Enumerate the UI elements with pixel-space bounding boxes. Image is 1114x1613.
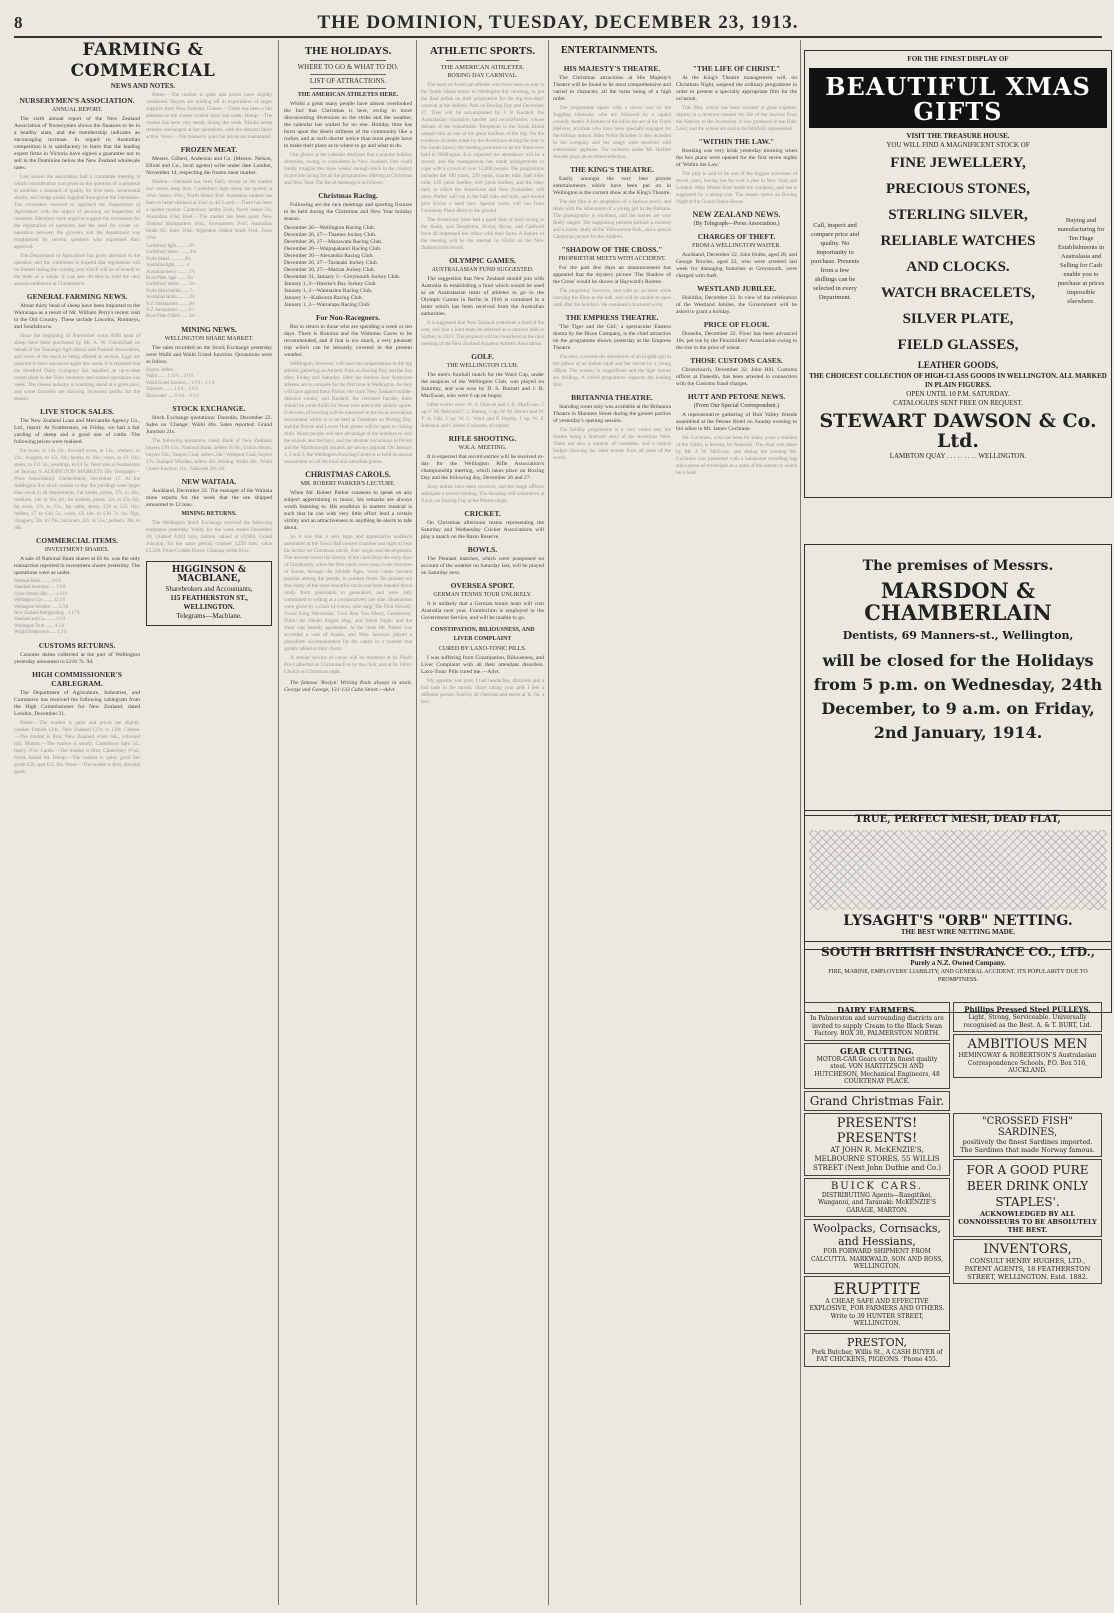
pulleys-advert: Phillips Pressed Steel PULLEYS. Light, Strong, Serviceable. Universally recognised as the Best. A. & T. BURT, Ltd. — [953, 1002, 1102, 1032]
staples-beer-advert: FOR A GOOD PURE BEER DRINK ONLY STAPLES'. ACKNOWLEDGED BY ALL CONNOISSEURS TO BE ABSOLUTELY THE BEST. — [953, 1159, 1102, 1237]
farming-news-text: About thirty head of sheep have been imported to the Wairarapa as a result of Mr. William Perry's recent visit to the Old Country. These include Lincolns, Romneys, and Southdowns. — [14, 303, 140, 330]
carols-text: When Mr. Robert Parker consents to speak on any subject appertaining to music, his remarks are always worth listening to. His erudition in matters musical is such that he can with very little effort lend a certain virility and an attractiveness to anything he elects to talk about. — [284, 490, 412, 531]
waitaia-text: Auckland, December 22. The manager of the Waitaia mine reports for the week that the ore shipped amounted to 12 tons. — [146, 487, 272, 508]
gift-items-list: FINE JEWELLERY, PRECIOUS STONES, STERLING SILVER, RELIABLE WATCHES AND CLOCKS. WATCH BRACELETS, SILVER PLATE, FIELD GLASSES, LEATHER GOODS, — [880, 155, 1036, 371]
farming-headline: FARMING & COMMERCIAL — [70, 40, 216, 81]
frozen-meat-heading: FROZEN MEAT. — [180, 145, 238, 154]
athletic-headline: ATHLETIC SPORTS. — [429, 45, 536, 57]
laxo-heading: CONSTIPATION, BILIOUSNESS, AND LIVER COMPLAINT — [430, 627, 535, 642]
farming-subcolumn-a: NURSERYMEN'S ASSOCIATION. ANNUAL REPORT. The sixth annual report of the New Zealand Association of Nurserymen shows the finances to be in a healthy state, and the membership indicates an encouraging increase. In regard to Australian competition it is satisfactory to learn that the leading expert firms in Victoria have signed a guarantee not to sell in the Dominion below the New Zealand wholesale rates. Last season the association had a committee meeting at which consideration was given to the question of a proposal to establish a standard of quality for fruit trees, ornamental shrubs, and hedge plants supplied throughout the Dominion. The committee resolved to approach the Department of Agriculture with the object of securing an inspection of nurseries. Members were urged to support the movement for the registration of nurseries, and the need for closer co-operation between the growers and the department was emphasised by several speakers who expressed their approval. The Department of Agriculture has given attention to the question, and the committee is hopeful that regulations will be framed during the coming year which will be of benefit to the trade as a whole. It was also decided to hold the next annual conference at Christchurch. GENERAL FARMING NEWS. About thirty head of sheep have been imported to the Wairarapa as a result of Mr. William Perry's recent visit to the Old Country. These include Lincolns, Romneys, and Southdowns. Since the beginning of September some 6000 head of sheep have been purchased by Mr. A. W. Carmichael on behalf of the Tauranga Agricultural and Pastoral Association, and some of the stock is being offered at auction. Eggs are reported to have advanced again this week. It is reported that the Stratford Dairy Company has installed an up-to-date cream plant in the Toko creamery and started operations last week. The cheese industry is booming ahead at a great pace, and some factories are showing increased profits for the season. LIVE STOCK SALES. The New Zealand Loan and Mercantile Agency Co., Ltd., report: At Featherston, on Friday, we had a fair yarding of sheep and a good one of cattle. The following prices were realised. Fat ewes, to 14s. 6d.; forward ewes, to 12s.; wethers, to 21s.; hoggets, to 15s. 6d.; lambs, to 16s.; cows, to £9 10s.; steers, to £11 5s.; yearlings, to £4 5s. Next sale at Featherston on January 9. ADDINGTON MARKETS (By Telegraph—Press Association). Christchurch, December 17. At the Addington live stock market to-day the yardings were larger than usual in all departments. Fat lambs, prime, 17s. to 20s.; medium, 14s. to 16s. 6d.; fat wethers, prime, 22s. to 25s. 6d.; fat ewes, 17s. to 23s.; fat cattle, steers, £10 to £15 10s.; heifers, £7 to £10 5s.; cows, £6 10s. to £10 7s. 6d. Pigs, choppers, 50s. to 70s.; baconers, 42s. to 55s.; porkers, 30s. to 38s. COMMERCIAL ITEMS. INVESTMENT SHARES. A sale of National Bank shares at £6 6s. was the only transaction reported in investment shares yesterday. The quotations were as under. National Bank ......... 6 6 0 Standard Insurance ..... 2 0 0 Union Steam Ship ...... 1 13 6 Wellington Gas ......... 12 2 0 Wellington Woollen ...... 5 0 0 New Zealand Refrigerating .. 1 17 0 Sharland and Co. ........ 1 0 0 Wellington Trust ........ 4 5 0 Wright Stephenson ...... 1 2 0 CUSTOMS RETURNS. Customs duties collected at the port of Wellington yesterday amounted to £210 7s. 9d. HIGH COMMISSIONER'S CABLEGRAM. The Department of Agriculture, Industries, and Commerce has received the following cablegram from the High Commissioner for New Zealand, dated London, December 21. Butter.—The market is quiet and prices are slightly weaker. Danish 134s., New Zealand 127s. to 128s. Cheese.—The market is firm; New Zealand white 64s., coloured 63s. Mutton.—The market is steady; Canterbury light 5d., heavy 4½d. Lamb.—The market is firm; Canterbury 6½d.; North Island 6d. Hemp.—The market is quiet; good fair grade £26, spot £25 10s. Wool.—The market is firm, demand good. — [14, 96, 140, 775]
stock-exchange-text: Stock Exchange quotations: Dunedin, December 22. Sales on 'Change: Waihi 40s. Sales reported: Grand Junction 21s. — [146, 414, 272, 435]
farming-subcolumn-b: Butter.—The market is quiet and prices have slightly weakened. Buyers are holding off in expectation of larger supplies from New Zealand. Cheese.—There has been a fair attention to the cheese market since last week. Hemp.—The market has been very steady during the week. Manila hemp remains unchanged at last quotations, with the demand fairly active. Wool.—The market is quiet but prices are maintained. FROZEN MEAT. Messrs. Gilbert, Anderson and Co. (Messrs. Nelson, Elliott and Co., local agents) write under date London, November 14, respecting the frozen meat market. Mutton.—Demand has been fairly steady in the market and values keep firm. Canterbury light sheep are quoted at 4⅝d.; heavy 4⅜d.; North Island 4⅛d. Australian mutton has been in better demand at 3¾d. to 4d. Lamb.—There has been a quieter market. Canterbury lambs 5¼d.; North Island 5d.; Australian 4⅞d. Beef.—The market has been quiet; New Zealand hindquarters 4⅛d., forequarters 3½d.; Australian hinds 4d., fores 3⅜d.; Argentine chilled hinds 4¾d., fores 3⅝d. Canterbury light .......... 4⅝ Canterbury heavy ......... 4⅜ North Island ............. 4⅛ Australian light .......... 4 Australian heavy ......... 3⅞ River Plate, light ........ 3¾ Canterbury lambs ........ 5¼ North Island lambs ....... 5 Australian lambs ......... 4⅞ N.Z. hindquarters ........ 4⅛ N.Z. forequarters ........ 3½ River Plate chilled ....... 4¾ MINING NEWS. WELLINGTON SHARE MARKET. The sales recorded on the Stock Exchange yesterday were Waihi and Waihi Grand Junction. Quotations were as follow. Buyers. Sellers. Waihi ........ 1 19 0 ... 2 0 6 Waihi Grand Junction ... 1 0 9 ... 1 1 6 Talisman ......... 1 8 0 ... 1 9 0 Blackwater ...... 0 4 0 ... 0 5 0 STOCK EXCHANGE. Stock Exchange quotations: Dunedin, December 22. Sales on 'Change: Waihi 40s. Sales reported: Grand Junction 21s. The following quotations ruled: Bank of New Zealand, buyers £10 15s.; National Bank, sellers £6 8s.; Union Steam, buyers 33s.; Taupiri Coal, sellers 24s.; Westport Coal, buyers 17s.; Kaiapoi Woollen, sellers 40s. Mining: Waihi 40s., Waihi Grand Junction 21s., Talisman 28s. 6d. NEW WAITAIA. Auckland, December 22. The manager of the Waitaia mine reports for the week that the ore shipped amounted to 12 tons. MINING RETURNS. The Wellington Stock Exchange received the following telegrams yesterday: Waihi, for the week ended December 20, crushed 4,041 tons, bullion valued at £9,960. Grand Junction, for the same period, crushed 3,220 tons, value £5,200. From Golden Dawn: Cleanup yields 81oz. HIGGINSON & MACBLANE, Sharebrokers and Accountants, 115 FEATHERSTON ST., WELLINGTON. Telegrams—Macblane. — [146, 92, 272, 778]
farming-news-heading: GENERAL FARMING NEWS. — [26, 292, 128, 301]
commercial-text: A sale of National Bank shares at £6 6s. was the only transaction reported in investment shares yesterday. The quotations were as under. — [14, 556, 140, 576]
frozen-meat-text: Messrs. Gilbert, Anderson and Co. (Messrs. Nelson, Elliott and Co., local agents) write under date London, November 14, respecting the frozen meat market. — [146, 156, 272, 176]
entertainments-column: ENTERTAINMENTS. HIS MAJESTY'S THEATRE. The Christmas attractions at His Majesty's Theatre will be found to be most comprehensive and varied in character, all the turns being of a high order. The programme opens with a clever turn by the Juggling Johnsons, who are followed by a capital comedy sketch. A feature of the bill is the act of the Three Melvins, acrobats who have been specially engaged for the holiday season. Miss Nellie Bramley is also included in the company and her songs were received with enthusiastic applause. The orchestra under Mr. Herbert Bourke plays an excellent selection. THE KING'S THEATRE. Easily amongst the very best picture entertainments which have been put on in Wellington is the current show at the King's Theatre. The star film is an adaptation of a famous novel, and deals with the adventures of a young girl in the Balkans. The photography is excellent, and the scenes are very finely staged. The supporting pictures include a comedy and a scenic study of the Yellowstone Park, and a special Christmas picture for the children. "SHADOW OF THE CROSS." PROPRIETOR MEETS WITH ACCIDENT. For the past few days an announcement has appeared that the mystery picture 'The Shadow of the Cross' would be shown at Hayward's Rooms. The proprietor, however, met with an accident while carrying the films to the hall, and will be unable to open until after the holidays. He sustained a fractured wrist. THE EMPRESS THEATRE. 'The Tiger and the Girl,' a spectacular Eastern drama by the Bison Company, is the chief attraction on the programme shown yesterday at the Empress Theatre. The story concerns the adventures of an English girl in the palace of an Indian rajah and her rescue by a young officer. The scenery is magnificent and the tiger scenes are thrilling. A varied programme supports the leading film. BRITANNIA THEATRE. Standing room only was available at the Britannia Theatre in Manners Street during the greater portion of yesterday's opening session. The holiday programme is a very varied one, the feature being a dramatic story of the American West. There are also a number of comedies, and a topical budget showing the latest events from all parts of the world. "THE LIFE OF CHRIST." At the King's Theatre management will, on Christmas Night, suspend the ordinary programme in order to present a specially appropriate film for the occasion. This film, which has been secured at great expense, depicts in a reverent manner the life of the Saviour from the Nativity to the Ascension. It was produced in the Holy Land, and the scenes are said to be faithfully represented. "WITHIN THE LAW." Booking was very brisk yesterday morning when the box plans were opened for the first seven nights of 'Within the Law.' The play is said to be one of the biggest successes of recent years, having run for over a year in New York and London. Miss Muriel Starr heads the company, and she is supported by a strong cast. The season opens on Boxing Night at the Grand Opera House. NEW ZEALAND NEWS. (By Telegraph—Press Association.) CHARGES OF THEFT. FROM A WELLINGTON WAITER. Auckland, December 22. John Hulbs, aged 28, and George Bowles, aged 22, who were arrested last week for damaging branches at Greymouth, were charged with theft. WESTLAND JUBILEE. Hokitika, December 22. In view of the celebration of the Westland Jubilee, the Government will be asked to grant a holiday. PRICE OF FLOUR. Dunedin, December 22. Flour has been advanced 10s. per ton by the Flourmillers' Association owing to the rise in the price of wheat. THOSE CUSTOMS CASES. Christchurch, December 22. John Hill, Customs officer at Dunedin, has been arrested in connection with the Customs fraud charges. HUTT AND PETONE NEWS. (From Our Special Correspondent.) A representative gathering of Hutt Valley friends assembled at the Petone Hotel on Sunday evening to bid adieu to Mr. James Cochrane. Mr. Cochrane, who has been for many years a resident of the Valley, is leaving for Australia. The chair was taken by Mr. J. W. McEwan, and during the evening Mr. Cochrane was presented with a handsome travelling bag and a purse of sovereigns as a mark of the esteem in which he is held. — [553, 45, 797, 476]
buick-advert: BUICK CARS. DISTRIBUTING Agents—Rangitikei, Wanganui, and Taranaki: McKENZIE'S GARAGE, MARTON. — [804, 1178, 950, 1218]
athletic-sports-column: ATHLETIC SPORTS. THE AMERICAN ATHLETES. BOXING DAY CARNIVAL. The team of American athletes who have been on tour in the South Island return to Wellington this morning, to put the final polish on their preparation for the big two-days' carnival at the Athletic Park on Boxing Day and December 27. They will be accompanied by J. P. Keddell, the Australasian champion hurdler and record-holder, whose defeats of the redoubtable Templeton in the South Island sample him as one of the great hurdlers of the day. On the evidence of times made by the Americans during the tour in the South Island, the meeting promises to be the finest ever held in Wellington. It is expected the attendance will be a record, and the management has made arrangements to cope with a crowd of over 12,000 people. The programme includes the 100 yards, 220 yards, quarter mile, half mile, mile, 120 yards hurdles, 440 yards hurdles, and the relay race, in which the Americans and New Zealanders will meet. Parker will run in the half mile and mile, and should give Kiviat a hard race. Special trams will run from Courtenay Place direct to the ground. The Americans have had a good deal of hard racing in the South, and Templeton, Kiviat, Berna, and Caldwell have all impressed the critics with their form. A feature of the meeting will be the attempt by Kiviat on the New Zealand mile record. OLYMPIC GAMES. AUSTRALASIAN FUND SUGGESTED. The suggestion that New Zealand should join with Australia in establishing a fund which would be used as an Australasian team of athletes to go to the Olympic Games in Berlin in 1916 is contained in a letter which has been received from the Australian authorities. It is suggested that New Zealand contribute a third of the cost, and that a joint team be selected at a carnival held in Sydney in 1915. The proposal will be considered at the next meeting of the New Zealand Amateur Athletic Association. GOLF. THE WELLINGTON CLUB. The men's fourball match for the Ward Cup, under the auspices of the Wellington Club, was played on Saturday, and was won by D. S. Burnett and J. B. MacEwan, who were 6 up on bogey. Other scores were: W. S. Duncan and J. B. MacEwan, 5 up; F. M. Reid and C. J. Rattray, 3 up; W. M. Hector and W. T. A. Gill, 2 up; W. C. Ward and P. Bayley, 1 up; W. F. Johnston and Colonel Cochrane, all square. RIFLE SHOOTING. W.R.A. MEETING. It is expected that record entries will be received to-day for the Wellington Rifle Association's championship meeting, which takes place on Boxing Day and the following day, December 26 and 27. Sixty entries have been received, and the range officers anticipate a record meeting. The shooting will commence at 9 a.m. on Boxing Day at the Petone range. CRICKET. On Christmas afternoon teams representing the Saturday and Wednesday Cricket Associations will play a match on the Basin Reserve. BOWLS. The Pennant matches, which were postponed on account of the weather on Saturday last, will be played on Saturday next. OVERSEA SPORT. GERMAN TENNIS TOUR UNLIKELY. It is unlikely that a German tennis team will visit Australia next year. Frontiechim is employed in the Government Service, and will be unable to go. CONSTIPATION, BILIOUSNESS, AND LIVER COMPLAINT CURED BY LAXO-TONIC PILLS. I was suffering from Constipation, Biliousness, and Liver Complaint with all their attendant disorders. Laxo-Tonic Pills cured me.—Advt. My appetite was poor, I had headaches, dizziness and a bad taste in the mouth. Since taking your pills I feel a different person. Sold by all chemists and stores at 1s. 6d. a box. — [421, 45, 544, 705]
cricket-text: On Christmas afternoon teams representing the Saturday and Wednesday Cricket Associations will play a match on the Basin Reserve. — [421, 520, 544, 540]
ambitious-men-advert: AMBITIOUS MEN HEMINGWAY & ROBERTSON'S Australasian Correspondence Schools, P.O. Box 516, AUCKLAND. — [953, 1034, 1102, 1078]
page-number: 8 — [14, 13, 23, 32]
oversea-heading: OVERSEA SPORT. — [450, 581, 515, 590]
olympic-text: The suggestion that New Zealand should join with Australia in establishing a fund which would be used as an Australasian team of athletes to go to the Olympic Games in Berlin in 1916 is contained in a letter which has been received from the Australian authorities. — [421, 276, 544, 317]
race-fixtures-list: December 26—Wellington Racing Club. December 26, 27—Thames Jockey Club. December 26, 27—Manawatu Racing Club. December 26—Waipapakauri Racing Club. December 26—Alexandra Racing Club. December 26, 27—Taranaki Jockey Club. December 26, 27—Marton Jockey Club. December 31, January 1—Greymouth Jockey Club. January 1, 2—Hawke's Bay Jockey Club. January 1, 2—Waimarino Racing Club. January 1—Kaikoura Racing Club. January 1, 2—Wairarapa Racing Club. — [284, 225, 401, 308]
customs-text: Customs duties collected at the port of Wellington yesterday amounted to £210 7s. 9d. — [14, 651, 140, 665]
dairy-advert: DAIRY FARMERS. In Palmerston and surrounding districts are invited to supply Cream to the Black Swan Factory. BOX 30, PALMERSTON NORTH. — [804, 1002, 950, 1041]
xmas-gifts-advert: FOR THE FINEST DISPLAY OF BEAUTIFUL XMAS GIFTS VISIT THE TREASURE HOUSE. YOU WILL FIND A MAGNIFICENT STOCK OF Call, inspect and compare price and quality. No importunity to purchase. Presents from a few shillings can be selected in every Department. FINE JEWELLERY, PRECIOUS STONES, STERLING SILVER, RELIABLE WATCHES AND CLOCKS. WATCH BRACELETS, SILVER PLATE, FIELD GLASSES, LEATHER GOODS, Buying and manufacturing for Ten Huge Establishments in Australasia and Selling for Cash enable you to purchase at prices impossible elsewhere. THE CHOICEST COLLECTION OF HIGH-CLASS GOODS IN WELLINGTON. ALL MARKED IN PLAIN FIGURES. OPEN UNTIL 10 P.M. SATURDAY. CATALOGUES SENT FREE ON REQUEST. STEWART DAWSON & Co. Ltd. LAMBTON QUAY . . . . . . . . . WELLINGTON. — [804, 50, 1112, 498]
customs-heading: CUSTOMS RETURNS. — [38, 640, 116, 650]
gear-advert: GEAR CUTTING. MOTOR-CAR Gears cut in finest quality steel. VON HARTITZSCH AND HUTCHESON, Mechanical Engineers, 48 COURTENAY PLACE. — [804, 1043, 950, 1089]
waitaia-heading: NEW WAITAIA. — [181, 476, 237, 486]
livestock-text: The New Zealand Loan and Mercantile Agency Co., Ltd., report: At Featherston, on Friday, we had a fair yarding of sheep and a good one of cattle. The following prices were realised. — [14, 418, 140, 445]
netting-advert: TRUE, PERFECT MESH, DEAD FLAT, LYSAGHT'S "ORB" NETTING. THE BEST WIRE NETTING MADE. — [804, 810, 1112, 950]
masthead-title: THE DOMINION, TUESDAY, DECEMBER 23, 1913. — [317, 12, 799, 33]
rifle-heading: RIFLE SHOOTING. — [448, 434, 517, 443]
nurserymen-heading: NURSERYMEN'S ASSOCIATION. — [19, 96, 135, 105]
xmas-gifts-banner: BEAUTIFUL XMAS GIFTS — [809, 68, 1107, 128]
holidays-column: THE HOLIDAYS. WHERE TO GO & WHAT TO DO. LIST OF ATTRACTIONS. THE AMERICAN ATHLETES HERE. Whilst a great many people have almost overlooked the fact that Christmas is here, owing to more disconcerting diversions as the strike and the weather, the calendar has waited for no one. Holiday time has burst upon the desert stillness of the community like a rocket, and at such shorter notice than most people have to make their plans as to where to go and what to do. One glance at the calendar discloses that a popular holiday diversion, racing, is considered in New Zealand. One could hardly imagine this three weeks' enough stock in the country to provide racing for all the programmes offering at Christmas and New Year. The list of meetings is as follows: Christmas Racing. Following are the race meetings and sporting fixtures to be held during the Christmas and New Year holiday season. December 26—Wellington Racing Club. December 26, 27—Thames Jockey Club. December 26, 27—Manawatu Racing Club. December 26—Waipapakauri Racing Club. December 26—Alexandra Racing Club. December 26, 27—Taranaki Jockey Club. December 26, 27—Marton Jockey Club. December 31, January 1—Greymouth Jockey Club. January 1, 2—Hawke's Bay Jockey Club. January 1, 2—Waimarino Racing Club. January 1—Kaikoura Racing Club. January 1, 2—Wairarapa Racing Club. For Non-Racegoers. But to return to those who are spending a week or ten days. There is Rotorua and the Waitomo Caves to be recommended, and if that is too much, a very pleasant trip which can be leisurely covered in the present weather. Wellington, however, will have its compensation in the big athletic gathering on Athletic Park on Boxing Day and the day after, Friday and Saturday. Here the famous four American athletes are to compete for the first time in Wellington. As they will have against them Parker, the crack New Zealand middle-distance runner, and Keddell, the cleverest hurdler, there should be some thrills for those who attend the athletic sports. Followers of bowling will be interested in the local association tournament which is to be held at Trentham on Boxing Day, and the Petone and Lower Hutt greens will be open to visiting rinks. Many people will take advantage of the holidays to visit the sounds and the bays, and the steamer excursions to Picton and the Marlborough Sounds are always popular. On January 1, 2 and 3, the Wellington Bowling Centre is to hold its annual tournament on all the local and suburban greens. CHRISTMAS CAROLS. MR. ROBERT PARKER'S LECTURE. When Mr. Robert Parker consents to speak on any subject appertaining to music, his remarks are always worth listening to. His erudition in matters musical is such that he can with very little effort lend a certain virility and an attractiveness to anything he elects to talk about. So it was that a very large and appreciative audience assembled at the Town Hall concert chamber last night to hear his lecture on Christmas carols, their origin and development. The lecturer traced the history of the carol from the early days of Christianity, when the first carols were sung in the churches of Rome, through the Middle Ages, when carols became popular among the people, to modern times. He pointed out that many of the most beautiful carols had been handed down orally from generation to generation, and were only committed to writing at a comparatively late date. Illustrations were given by a choir of voices, who sang 'The First Nowell,' 'Good King Wenceslas,' 'God Rest You Merry, Gentlemen,' 'Hark! the Herald Angels Sing,' and 'Silent Night,' and the choir was heartily applauded. At the close Mr. Parker was accorded a vote of thanks, and Miss Jameson played a pianoforte accompaniment for the carols in a manner that greatly added to their charm. A similar service of carols will be rendered at St. Paul's Pro-Cathedral on Christmas Eve by the choir, and at St. John's Church on Christmas night. The famous 'Roslyn' Writing Pads always in stock. George and George, 131-133 Cuba Street.—Advt. — [284, 45, 412, 693]
cablegram-text: The Department of Agriculture, Industries, and Commerce has received the following cablegram from the High Commissioner for New Zealand, dated London, December 21. — [14, 689, 140, 717]
golf-heading: GOLF. — [471, 352, 494, 361]
mining-heading: MINING NEWS. — [181, 324, 237, 334]
sardines-advert: "CROSSED FISH" SARDINES, positively the finest Sardines imported. The Sardines that made Norway famous. — [953, 1113, 1102, 1157]
entertainments-headline: ENTERTAINMENTS. — [561, 45, 658, 56]
preston-advert: PRESTON, Pork Butcher, Willis St., A CASH BUYER of FAT CHICKENS, PIGEONS. 'Phone 455. — [804, 1333, 950, 1367]
farming-commercial-column — [14, 40, 272, 1605]
roslyn-footnote: The famous 'Roslyn' Writing Pads always in stock. George and George, 131-133 Cuba Street.—Advt. — [284, 680, 412, 693]
holidays-headline: THE HOLIDAYS. — [304, 45, 392, 57]
bowls-heading: BOWLS. — [467, 545, 498, 554]
farming-subhead: NEWS AND NOTES. — [110, 82, 176, 90]
masthead — [14, 10, 1102, 38]
cricket-heading: CRICKET. — [464, 509, 501, 518]
nz-news-heading: NEW ZEALAND NEWS. — [692, 210, 781, 219]
fair-advert: Grand Christmas Fair. — [804, 1091, 950, 1111]
stewart-dawson-name: STEWART DAWSON & Co. Ltd. — [819, 410, 1097, 453]
stock-exchange-heading: STOCK EXCHANGE. — [172, 403, 246, 413]
nurserymen-text: The sixth annual report of the New Zealand Association of Nurserymen shows the finances to be in a healthy state, and the membership indicates an encouraging increase. In regard to Australian competition it is satisfactory to learn that the leading expert firms in Victoria have signed a guarantee not to sell in the Dominion below the New Zealand wholesale rates. — [14, 116, 140, 171]
woolpacks-advert: Woolpacks, Cornsacks, and Hessians, FOR FORWARD SHIPMENT FROM CALCUTTA. MARKWALD, SON AND ROSS, WELLINGTON. — [804, 1219, 950, 1274]
insurance-advert: SOUTH BRITISH INSURANCE CO., LTD., Purely a N.Z. Owned Company. FIRE, MARINE, EMPLOYERS' LIABILITY, AND GENERAL ACCIDENT. ITS POPULARITY DUE TO PROMPTNESS. — [804, 941, 1112, 1013]
cablegram-heading: HIGH COMMISSIONER'S CABLEGRAM. — [32, 669, 122, 688]
inventors-advert: INVENTORS, CONSULT HENRY HUGHES, LTD., PATENT AGENTS, 18 FEATHERSTON STREET, WELLINGTON. Estd. 1882. — [953, 1239, 1102, 1284]
rifle-text: It is expected that record entries will be received to-day for the Wellington Rifle Association's championship meeting, which takes place on Boxing Day and the following day, December 26 and 27. — [421, 454, 544, 481]
carols-heading: CHRISTMAS CAROLS. — [305, 470, 391, 479]
golf-text: The men's fourball match for the Ward Cup, under the auspices of the Wellington Club, was played on Saturday, and was won by D. S. Burnett and J. B. MacEwan, who were 6 up on bogey. — [421, 372, 544, 399]
eruptite-advert: ERUPTITE A CHEAP, SAFE AND EFFECTIVE EXPLOSIVE, FOR FARMERS AND OTHERS. Write to 39 HUNTER STREET, WELLINGTON. — [804, 1276, 950, 1331]
laxo-text: I was suffering from Constipation, Biliousness, and Liver Complaint with all their attendant disorders. Laxo-Tonic Pills cured me.—Advt. — [421, 655, 544, 675]
bowls-text: The Pennant matches, which were postponed on account of the weather on Saturday last, will be played on Saturday next. — [421, 556, 544, 576]
small-adverts — [804, 1002, 1102, 1602]
holidays-intro: Whilst a great many people have almost overlooked the fact that Christmas is here, owing to more disconcerting diversions as the strike and the weather, the calendar has waited for no one. Holiday time has burst upon the desert stillness of the community like a rocket, and at such shorter notice than most people have to make their plans as to where to go and what to do. — [284, 101, 412, 149]
wire-mesh-illustration — [809, 830, 1107, 910]
olympic-heading: OLYMPIC GAMES. — [449, 256, 516, 265]
dentist-closure-advert: The premises of Messrs. MARSDON & CHAMBERLAIN Dentists, 69 Manners-st., Wellington, will be closed for the Holidays from 5 p.m. on Wednesday, 24th December, to 9 a.m. on Friday, 2nd January, 1914. — [804, 544, 1112, 816]
oversea-text: It is unlikely that a German tennis team will visit Australia next year. Frontiechim is employed in the Government Service, and will be unable to go. — [421, 601, 544, 621]
presents-advert: PRESENTS! PRESENTS! AT JOHN R. McKENZIE'S, MELBOURNE STORES, 55 WILLIS STREET (Next John Duthie and Co.) — [804, 1113, 950, 1176]
commercial-heading: COMMERCIAL ITEMS. — [35, 536, 119, 545]
livestock-heading: LIVE STOCK SALES. — [40, 407, 114, 416]
higginson-advert: HIGGINSON & MACBLANE, Sharebrokers and Accountants, 115 FEATHERSTON ST., WELLINGTON. Telegrams—Macblane. — [146, 561, 272, 626]
mining-text: The sales recorded on the Stock Exchange yesterday were Waihi and Waihi Grand Junction. Quotations were as follow. — [146, 344, 272, 365]
